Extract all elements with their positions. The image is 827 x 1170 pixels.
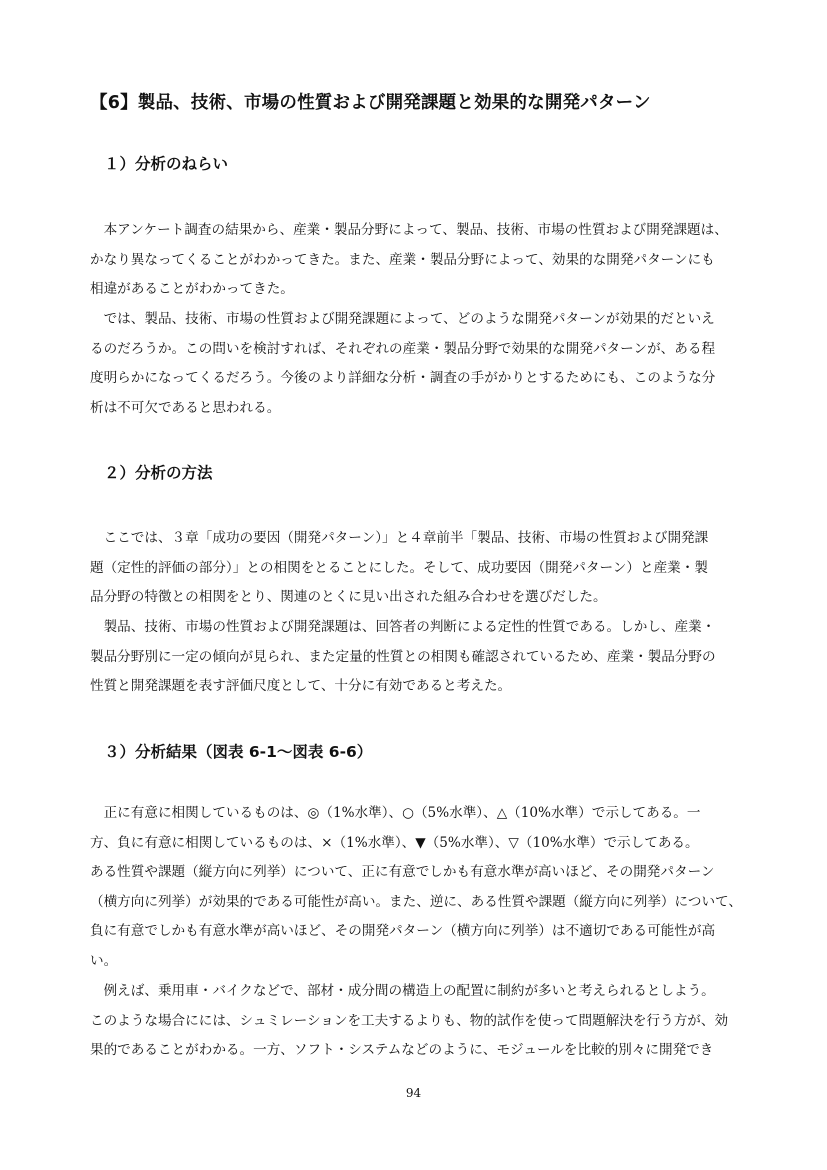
text-line: 果的であることがわかる。一方、ソフト・システムなどのように、モジュールを比較的別々に開発でき — [90, 1042, 714, 1059]
text-line: 相違があることがわかってきた。 — [90, 281, 294, 298]
text-line: 負に有意でしかも有意水準が高いほど、その開発パターン（横方向に列挙）は不適切である可能性が高 — [90, 923, 716, 940]
section-heading-results: ３）分析結果（図表 6-1～図表 6-6） — [104, 743, 373, 761]
text-line: では、製品、技術、市場の性質および開発課題によって、どのような開発パターンが効果的だといえ — [90, 311, 715, 327]
text-line: い。 — [90, 952, 118, 969]
text-line: 題（定性的評価の部分）」との相関をとることにした。そして、成功要因（開発パターン）と産業・製 — [90, 559, 708, 576]
text-line: 製品、技術、市場の性質および開発課題は、回答者の判断による定性的性質である。しかし、産業・ — [90, 619, 716, 635]
section-heading-method: ２）分析の方法 — [104, 464, 213, 482]
text-line: 性質と開発課題を表す評価尺度として、十分に有効であると考えた。 — [90, 678, 512, 695]
chapter-title: 【6】製品、技術、市場の性質および開発課題と効果的な開発パターン — [90, 93, 651, 113]
paragraph — [90, 977, 740, 1066]
text-line: 析は不可欠であると思われる。 — [90, 399, 281, 416]
text-line: かなり異なってくることがわかってきた。また、産業・製品分野によって、効果的な開発パターンにも — [90, 251, 715, 268]
text-line: 正に有意に相関しているものは、◎（1%水準）、○（5%水準）、△（10%水準）で示してある。一 — [90, 805, 701, 821]
text-line: るのだろうか。この問いを検討すれば、それぞれの産業・製品分野で効果的な開発パターンが、ある程 — [90, 340, 716, 357]
paragraph — [90, 216, 740, 305]
paragraph — [90, 799, 740, 977]
page-number: 94 — [405, 1086, 422, 1100]
text-line: ここでは、３章「成功の要因（開発パターン）」と４章前半「製品、技術、市場の性質および開発課 — [90, 530, 709, 546]
text-line: 製品分野別に一定の傾向が見られ、また定量的性質との相関も確認されているため、産業・製品分野の — [90, 648, 716, 665]
text-line: 例えば、乗用車・バイクなどで、部材・成分間の構造上の配置に制約が多いと考えられるとしよう。 — [90, 983, 715, 999]
section-heading-aim: １）分析のねらい — [104, 155, 229, 173]
text-line: ある性質や課題（縦方向に列挙）について、正に有意でしかも有意水準が高いほど、その開発パターン — [90, 864, 715, 881]
text-line: （横方向に列挙）が効果的である可能性が高い。また、逆に、ある性質や課題（縦方向に列挙）について、 — [90, 893, 742, 910]
text-line: 度明らかになってくるだろう。今後のより詳細な分析・調査の手がかりとするためにも、このような分 — [90, 370, 716, 387]
text-line: 本アンケート調査の結果から、産業・製品分野によって、製品、技術、市場の性質および開発課題は、 — [90, 222, 728, 238]
text-line: このような場合にには、シュミレーションを工夫するよりも、物的試作を使って問題解決を行う方が、効 — [90, 1012, 729, 1029]
paragraph — [90, 524, 740, 613]
text-line: 品分野の特徴との相関をとり、関連のとくに見い出された組み合わせを選びだした。 — [90, 589, 607, 606]
paragraph — [90, 613, 740, 702]
paragraph — [90, 305, 740, 423]
text-line: 方、負に有意に相関しているものは、×（1%水準）、▼（5%水準）、▽（10%水準）で示してある。 — [90, 834, 699, 851]
